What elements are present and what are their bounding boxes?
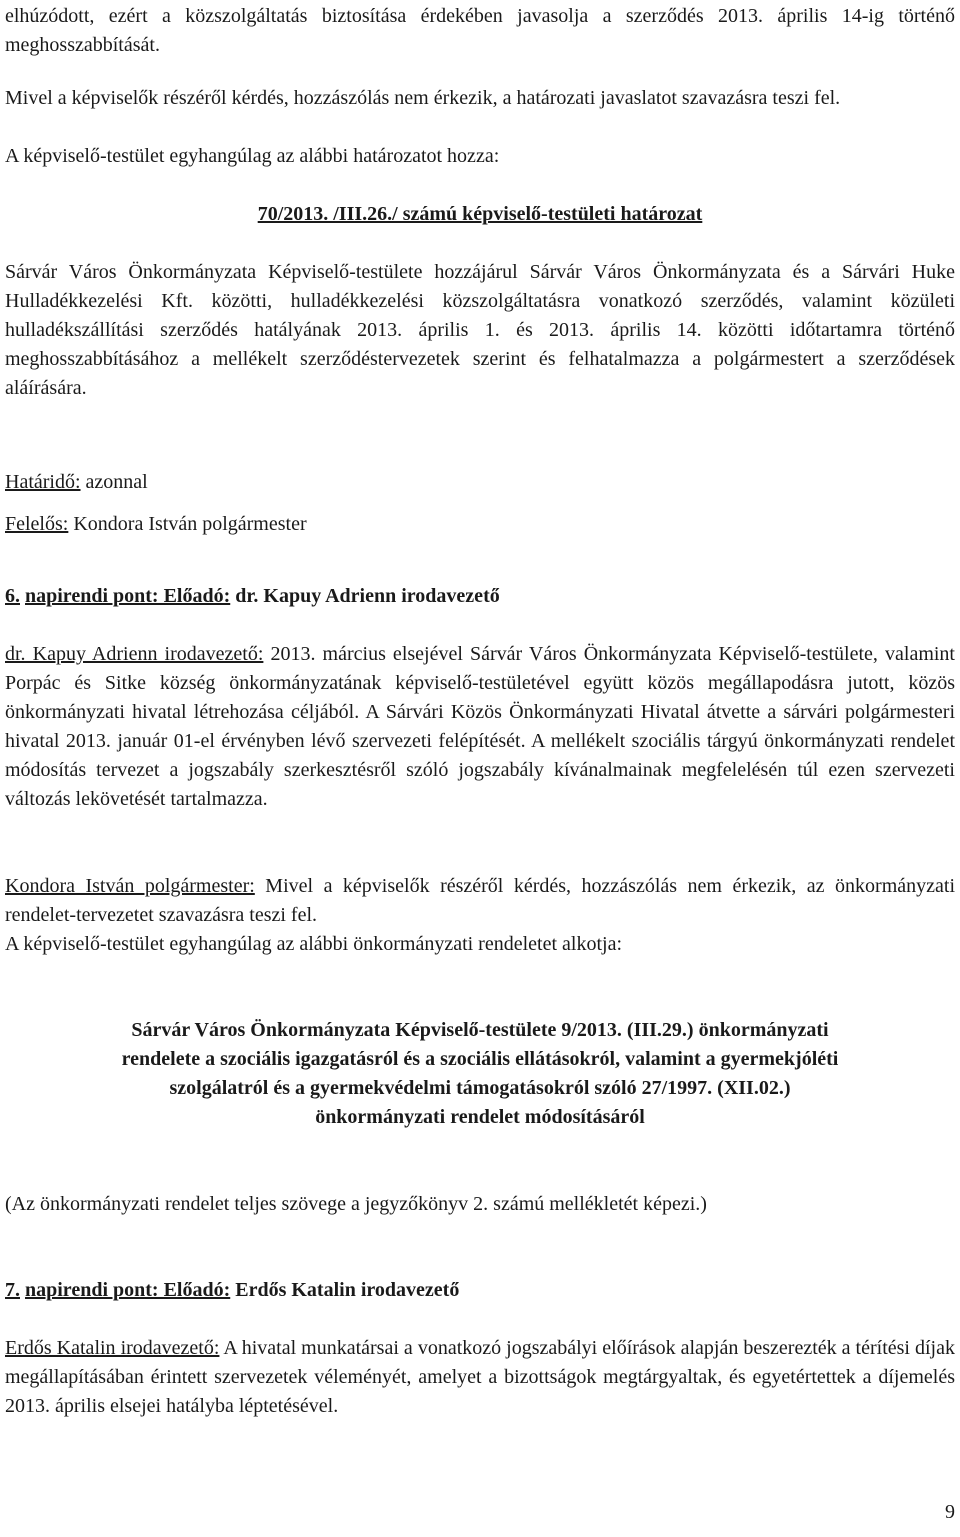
decree-title-line-4: önkormányzati rendelet módosításáról xyxy=(315,1106,645,1128)
page-number: 9 xyxy=(945,1501,955,1523)
resolution-responsible xyxy=(5,510,955,539)
resolution-title xyxy=(5,200,955,229)
deadline-label: Határidő: xyxy=(5,471,81,493)
decree-title-line-3: szolgálatról és a gyermekvédelmi támogatásokról szóló 27/1997. (XII.02.) xyxy=(169,1077,791,1099)
decree-title-line-2: rendelete a szociális igazgatásról és a szociális ellátásokról, valamint a gyermekjóléti xyxy=(121,1048,839,1070)
agenda-item-6-heading xyxy=(5,582,955,611)
decree-title xyxy=(5,1016,955,1132)
mayor-statement-text: Mivel a képviselők részéről kérdés, hozzászólás nem érkezik, az önkormányzati rendelet-tervezetet szavazásra teszi fel. xyxy=(5,875,956,926)
item7-presentation-text: A hivatal munkatársai a vonatkozó jogszabályi előírások alapján beszerezték a térítési díjak megállapításában érintett szervezetek véleményét, amelyet a bizottságok megtárgyaltak, és egyetértettek a díjemelés 2013. április elsejei hatályba léptetésével. xyxy=(5,1337,955,1417)
agenda-item-7-presentation xyxy=(5,1334,955,1421)
responsible-value: Kondora István polgármester xyxy=(68,513,307,535)
paragraph-extension-proposal: elhúzódott, ezért a közszolgáltatás biztosítása érdekében javasolja a szerződés 2013. április 14-ig történő meghosszabbítását. xyxy=(5,5,955,56)
mayor-statement xyxy=(5,872,955,930)
paragraph-vote-result: A képviselő-testület egyhangúlag az alábbi határozatot hozza: xyxy=(5,145,500,167)
annex-note: (Az önkormányzati rendelet teljes szövege a jegyzőkönyv 2. számú mellékletét képezi.) xyxy=(5,1193,707,1215)
decree-vote-result: A képviselő-testület egyhangúlag az alábbi önkormányzati rendeletet alkotja: xyxy=(5,933,623,955)
decree-title-line-1: Sárvár Város Önkormányzata Képviselő-testülete 9/2013. (III.29.) önkormányzati xyxy=(131,1019,829,1041)
agenda-item-6-number: 6. xyxy=(5,585,20,607)
agenda-item-6-presentation xyxy=(5,640,955,814)
agenda-item-6-presenter: dr. Kapuy Adrienn irodavezető xyxy=(230,585,500,607)
presentation-text: 2013. március elsejével Sárvár Város Önkormányzata Képviselő-testülete, valamint Porpác és Sitke község önkormányzatának képviselő-testületével együtt közös megállapodásra jutott, közös önkormányzati hivatal létrehozása céljából. A Sárvári Közös Önkormányzati Hivatal átvette a sárvári polgármesteri hivatal 2013. január 01-el érvényben lévő szervezeti felépítését. A mellékelt szociális tárgyú önkormányzati rendelet módosítás tervezet a jogszabály szerkesztésről szóló jogszabály kívánalmainak megfelelésén túl ezen szervezeti változás lekövetését tartalmazza. xyxy=(5,643,955,810)
agenda-item-7-presenter: Erdős Katalin irodavezető xyxy=(230,1279,460,1301)
resolution-deadline xyxy=(5,468,955,497)
responsible-label: Felelős: xyxy=(5,513,69,535)
agenda-item-7-heading xyxy=(5,1276,955,1305)
agenda-item-6-label: napirendi pont: Előadó: xyxy=(25,585,231,607)
paragraph-vote-intro: Mivel a képviselők részéről kérdés, hozzászólás nem érkezik, a határozati javaslatot szavazásra teszi fel. xyxy=(5,87,841,109)
deadline-value: azonnal xyxy=(80,471,148,493)
speaker-erdos: Erdős Katalin irodavezető: xyxy=(5,1337,220,1359)
agenda-item-7-number: 7. xyxy=(5,1279,20,1301)
speaker-kapuy: dr. Kapuy Adrienn irodavezető: xyxy=(5,643,264,665)
resolution-body: Sárvár Város Önkormányzata Képviselő-testülete hozzájárul Sárvár Város Önkormányzata és a Sárvári Huke Hulladékkezelési Kft. közötti, hulladékkezelési közszolgáltatásra vonatkozó szerződés, valamint közületi hulladékszállítási szerződés hatályának 2013. április 1. és 2013. április 14. közötti időtartamra történő meghosszabbításához a mellékelt szerződéstervezetek szerint és felhatalmazza a polgármestert a szerződések aláírására. xyxy=(5,261,955,399)
agenda-item-7-label: napirendi pont: Előadó: xyxy=(25,1279,231,1301)
speaker-mayor: Kondora István polgármester: xyxy=(5,875,255,897)
resolution-title-text: 70/2013. /III.26./ számú képviselő-testületi határozat xyxy=(257,203,703,225)
